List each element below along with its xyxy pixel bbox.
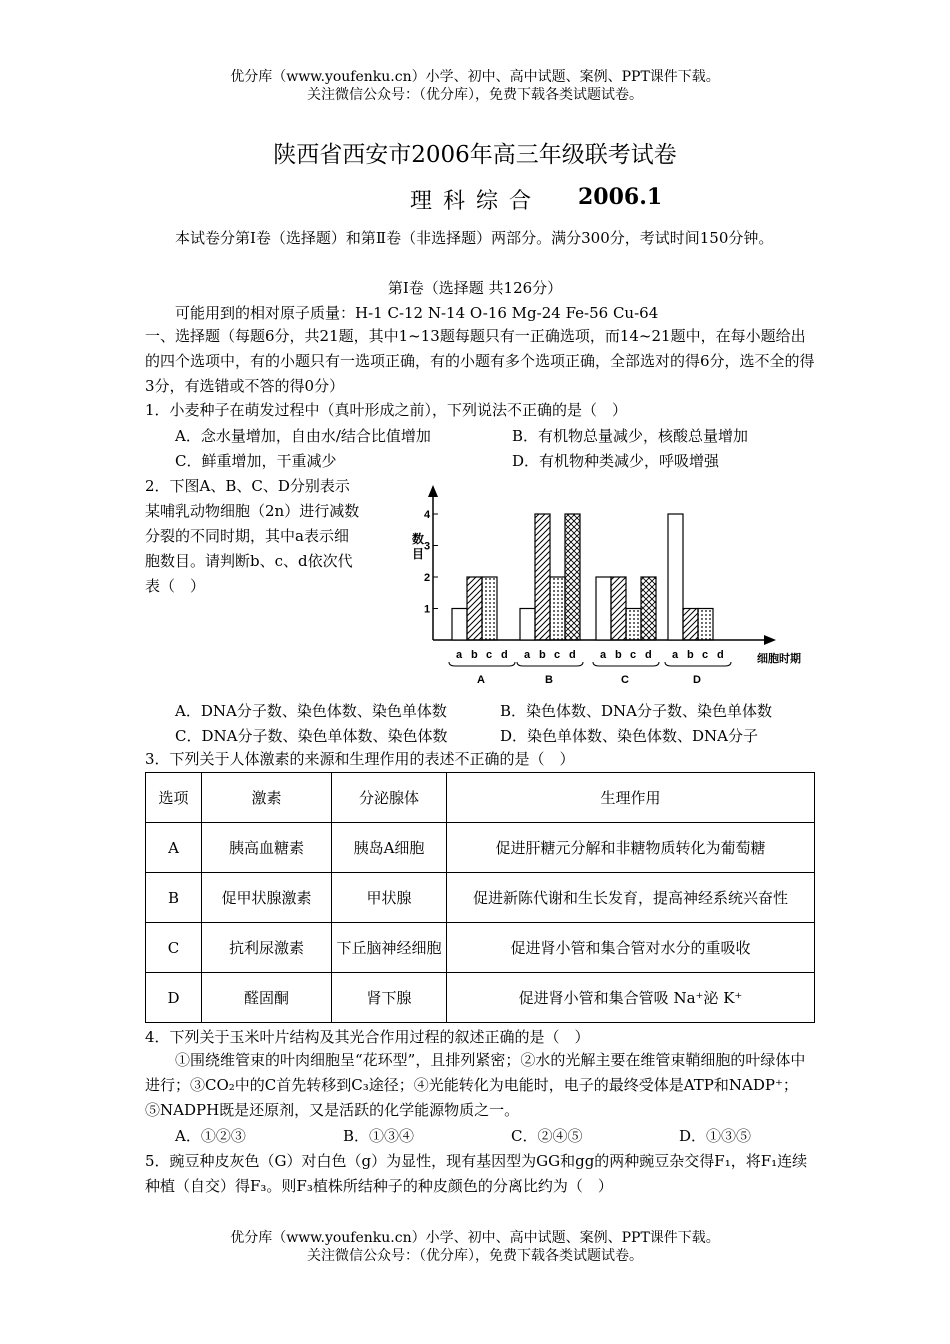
q4-body: ①围绕维管束的叶肉细胞呈“花环型”，且排列紧密；②水的光解主要在维管束鞘细胞的叶绿体中进行；③CO₂中的C首先转移到C₃途径；④光能转化为电能时，电子的最终受体是ATP和NADP⁺；⑤NADPH既是还原剂，又是活跃的化学能源物质之一。 (145, 1051, 806, 1119)
bar-label: c (486, 649, 493, 661)
hormone-table (145, 772, 815, 1023)
bar-label: a (456, 649, 463, 661)
bar-label: d (717, 649, 724, 661)
q1-option-b: B．有机物总量减少，核酸总量增加 (512, 427, 749, 445)
q2-option-c: C．DNA分子数、染色单体数、染色体数 (175, 727, 448, 745)
bar-C-c (626, 609, 641, 641)
bar-B-b (535, 514, 550, 640)
table-header: 激素 (202, 773, 332, 823)
group-bracket (665, 662, 731, 666)
q4-option-c: C．②④⑤ (511, 1127, 583, 1145)
bar-label: d (569, 649, 576, 661)
q2-option-b: B．染色体数、DNA分子数、染色单体数 (500, 702, 773, 720)
group-bracket (517, 662, 583, 666)
q4-option-b: B．①③④ (343, 1127, 415, 1145)
table-cell: 醛固酮 (202, 973, 332, 1023)
group-bracket (449, 662, 515, 666)
table-cell: 促甲状腺激素 (202, 873, 332, 923)
y-tick-label: 3 (424, 540, 431, 553)
table-header: 生理作用 (447, 773, 815, 823)
q1-option-a: A．念水量增加，自由水/结合比值增加 (175, 427, 431, 445)
table-cell: B (146, 873, 202, 923)
table-row (146, 873, 815, 923)
x-axis-arrow (764, 635, 776, 645)
q2-stem-5: 表（ ） (145, 577, 206, 595)
q2-option-d: D．染色单体数、染色体数、DNA分子 (500, 727, 759, 745)
table-cell: 胰岛A细胞 (332, 823, 447, 873)
table-cell: 促进肾小管和集合管吸 Na⁺泌 K⁺ (447, 973, 815, 1023)
y-tick-label: 1 (424, 603, 431, 616)
bar-B-a (520, 609, 535, 641)
q1-stem: 1．小麦种子在萌发过程中（真叶形成之前），下列说法不正确的是（ ） (145, 401, 628, 419)
bar-D-c (698, 609, 713, 641)
footer-line-2: 关注微信公众号：（优分库），免费下载各类试题试卷。 (307, 1248, 643, 1264)
q5-stem: 5．豌豆种皮灰色（G）对白色（g）为显性，现有基因型为GG和gg的两种豌豆杂交得F₁，将F₁连续种植（自交）得F₃。则F₃植株所结种子的种皮颜色的分离比约为（ ） (145, 1152, 808, 1195)
q2-stem-2: 某哺乳动物细胞（2n）进行减数 (145, 502, 360, 520)
table-header: 分泌腺体 (332, 773, 447, 823)
bar-label: d (501, 649, 508, 661)
atomic-masses: 可能用到的相对原子质量：H-1 C-12 N-14 O-16 Mg-24 Fe-56 Cu-64 (175, 304, 659, 322)
bar-label: b (615, 649, 622, 661)
page-title: 陕西省西安市2006年高三年级联考试卷 (273, 142, 677, 168)
bar-D-b (683, 609, 698, 641)
bar-A-a (452, 609, 467, 641)
bar-C-b (611, 577, 626, 640)
bar-label: a (600, 649, 607, 661)
table-cell: 促进肾小管和集合管对水分的重吸收 (447, 923, 815, 973)
q4-stem: 4．下列关于玉米叶片结构及其光合作用过程的叙述正确的是（ ） (145, 1028, 590, 1046)
q2-stem-4: 胞数目。请判断b、c、d依次代 (145, 552, 353, 570)
table-cell: 下丘脑神经细胞 (332, 923, 447, 973)
bar-C-a (596, 577, 611, 640)
group-label: A (477, 674, 485, 686)
bar-label: a (672, 649, 679, 661)
bar-label: b (539, 649, 546, 661)
table-cell: 甲状腺 (332, 873, 447, 923)
group-bracket (593, 662, 659, 666)
table-row (146, 973, 815, 1023)
table-row (146, 923, 815, 973)
table-cell: 促进肝糖元分解和非糖物质转化为葡萄糖 (447, 823, 815, 873)
header-line-1: 优分库（www.youfenku.cn）小学、初中、高中试题、案例、PPT课件下载。 (230, 69, 720, 85)
table-cell: A (146, 823, 202, 873)
q2-stem-1: 2．下图A、B、C、D分别表示 (145, 477, 350, 495)
bar-B-d (565, 514, 580, 640)
bar-label: d (645, 649, 652, 661)
table-row (146, 823, 815, 873)
intro-text: 本试卷分第Ⅰ卷（选择题）和第Ⅱ卷（非选择题）两部分。满分300分，考试时间150分钟。 (175, 229, 774, 247)
y-axis-label-2: 目 (412, 547, 425, 561)
exam-date: 2006.1 (578, 184, 663, 210)
y-axis-label-1: 数 (412, 532, 425, 546)
bar-label: c (554, 649, 561, 661)
q2-stem-3: 分裂的不同时期，其中a表示细 (145, 527, 349, 545)
q1-option-c: C．鲜重增加，干重减少 (175, 452, 337, 470)
bar-A-c (482, 577, 497, 640)
table-header-row (146, 773, 815, 823)
group-label: D (693, 674, 701, 686)
bar-label: a (524, 649, 531, 661)
q4-option-d: D．①③⑤ (679, 1127, 752, 1145)
q2-option-a: A．DNA分子数、染色体数、染色单体数 (175, 702, 447, 720)
y-tick-label: 4 (424, 509, 431, 521)
x-axis-label: 细胞时期 (757, 653, 801, 665)
table-cell: 促进新陈代谢和生长发育，提高神经系统兴奋性 (447, 873, 815, 923)
bar-D-a (668, 514, 683, 640)
cell-period-chart (400, 485, 820, 695)
table-cell: C (146, 923, 202, 973)
header-line-2: 关注微信公众号：（优分库），免费下载各类试题试卷。 (307, 87, 643, 103)
y-tick-label: 2 (424, 572, 431, 584)
bar-C-d (641, 577, 656, 640)
part1-title: 第Ⅰ卷（选择题 共126分） (387, 279, 563, 297)
bar-label: b (687, 649, 694, 661)
section1-instructions: 一、选择题（每题6分，共21题，其中1~13题每题只有一正确选项，而14~21题中，在每小题给出的四个选项中，有的小题只有一选项正确，有的小题有多个选项正确，全部选对的得6分，选不全的得3分，有选错或不答的得0分） (145, 327, 815, 395)
table-cell: 胰高血糖素 (202, 823, 332, 873)
bar-label: c (702, 649, 709, 661)
bar-label: c (630, 649, 637, 661)
table-header: 选项 (146, 773, 202, 823)
table-cell: 抗利尿激素 (202, 923, 332, 973)
group-label: B (545, 674, 553, 686)
q4-option-a: A．①②③ (175, 1127, 246, 1145)
subject-title: 理 科 综 合 (410, 189, 533, 214)
y-axis-arrow (428, 485, 438, 497)
q1-option-d: D．有机物种类减少，呼吸增强 (512, 452, 720, 470)
footer-line-1: 优分库（www.youfenku.cn）小学、初中、高中试题、案例、PPT课件下载。 (230, 1230, 720, 1246)
group-label: C (621, 674, 629, 686)
bar-label: b (471, 649, 478, 661)
bar-B-c (550, 577, 565, 640)
table-cell: 肾下腺 (332, 973, 447, 1023)
table-cell: D (146, 973, 202, 1023)
q3-stem: 3．下列关于人体激素的来源和生理作用的表述不正确的是（ ） (145, 750, 575, 768)
bar-A-b (467, 577, 482, 640)
